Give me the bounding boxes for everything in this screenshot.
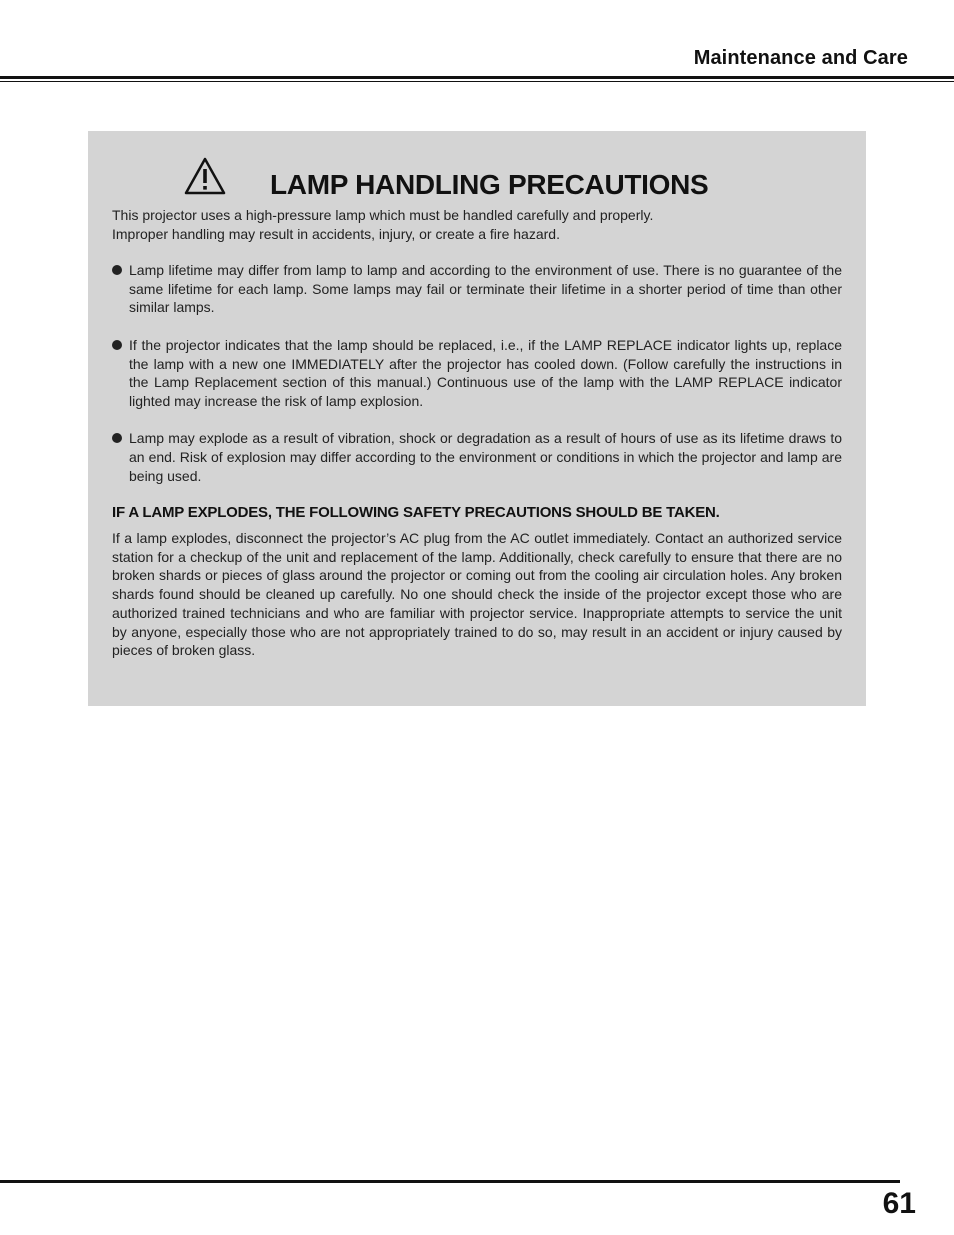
explosion-subheading: IF A LAMP EXPLODES, THE FOLLOWING SAFETY PRECAUTIONS SHOULD BE TAKEN. (112, 504, 720, 521)
list-item (112, 336, 842, 411)
warning-triangle-icon (183, 156, 227, 196)
intro-line: This projector uses a high-pressure lamp which must be handled carefully and properly. (112, 207, 654, 223)
bullet-icon (112, 265, 122, 275)
precautions-panel (88, 131, 866, 706)
header-rule-thin (0, 81, 954, 82)
intro-text (112, 206, 842, 243)
panel-title: LAMP HANDLING PRECAUTIONS (270, 169, 709, 200)
intro-line: Improper handling may result in accidents, injury, or create a fire hazard. (112, 225, 560, 242)
bullet-icon (112, 340, 122, 350)
bullet-icon (112, 433, 122, 443)
explosion-instructions: If a lamp explodes, disconnect the projector’s AC plug from the AC outlet immediately. Contact an authorized service station for a checkup of the unit and replacement of the lamp. Additionally, check carefully to ensure that there are no broken shards or pieces of glass around the projector or coming out from the cooling air circulation holes. Any broken shards found should be cleaned up carefully. No one should check the inside of the projector except those who are authorized trained technicians and who are familiar with projector service. Inappropriate attempts to service the unit by anyone, especially those who are not appropriately trained to do so, may result in an accident or injury caused by pieces of broken glass. (112, 530, 842, 659)
list-item-text: Lamp may explode as a result of vibration, shock or degradation as a result of hours of use as its lifetime draws to an end. Risk of explosion may differ according to the environment or conditions in which the projector and lamp are being used. (129, 430, 842, 484)
list-item (112, 261, 842, 317)
header-rule (0, 76, 954, 79)
list-item (112, 429, 842, 485)
list-item-text: Lamp lifetime may differ from lamp to lamp and according to the environment of use. There is no guarantee of the same lifetime for each lamp. Some lamps may fail or terminate their lifetime in a shorter period of time than other similar lamps. (129, 262, 842, 316)
footer-rule (0, 1180, 900, 1183)
list-item-text: If the projector indicates that the lamp should be replaced, i.e., if the LAMP REPLACE indicator lights up, replace the lamp with a new one IMMEDIATELY after the projector has cooled down. (Follow carefully the instructions in the Lamp Replacement section of this manual.) Continuous use of the lamp with the LAMP REPLACE indicator lighted may increase the risk of lamp explosion. (129, 336, 842, 409)
page-number: 61 (882, 1187, 916, 1220)
section-title: Maintenance and Care (693, 47, 908, 69)
precaution-list (112, 261, 842, 504)
